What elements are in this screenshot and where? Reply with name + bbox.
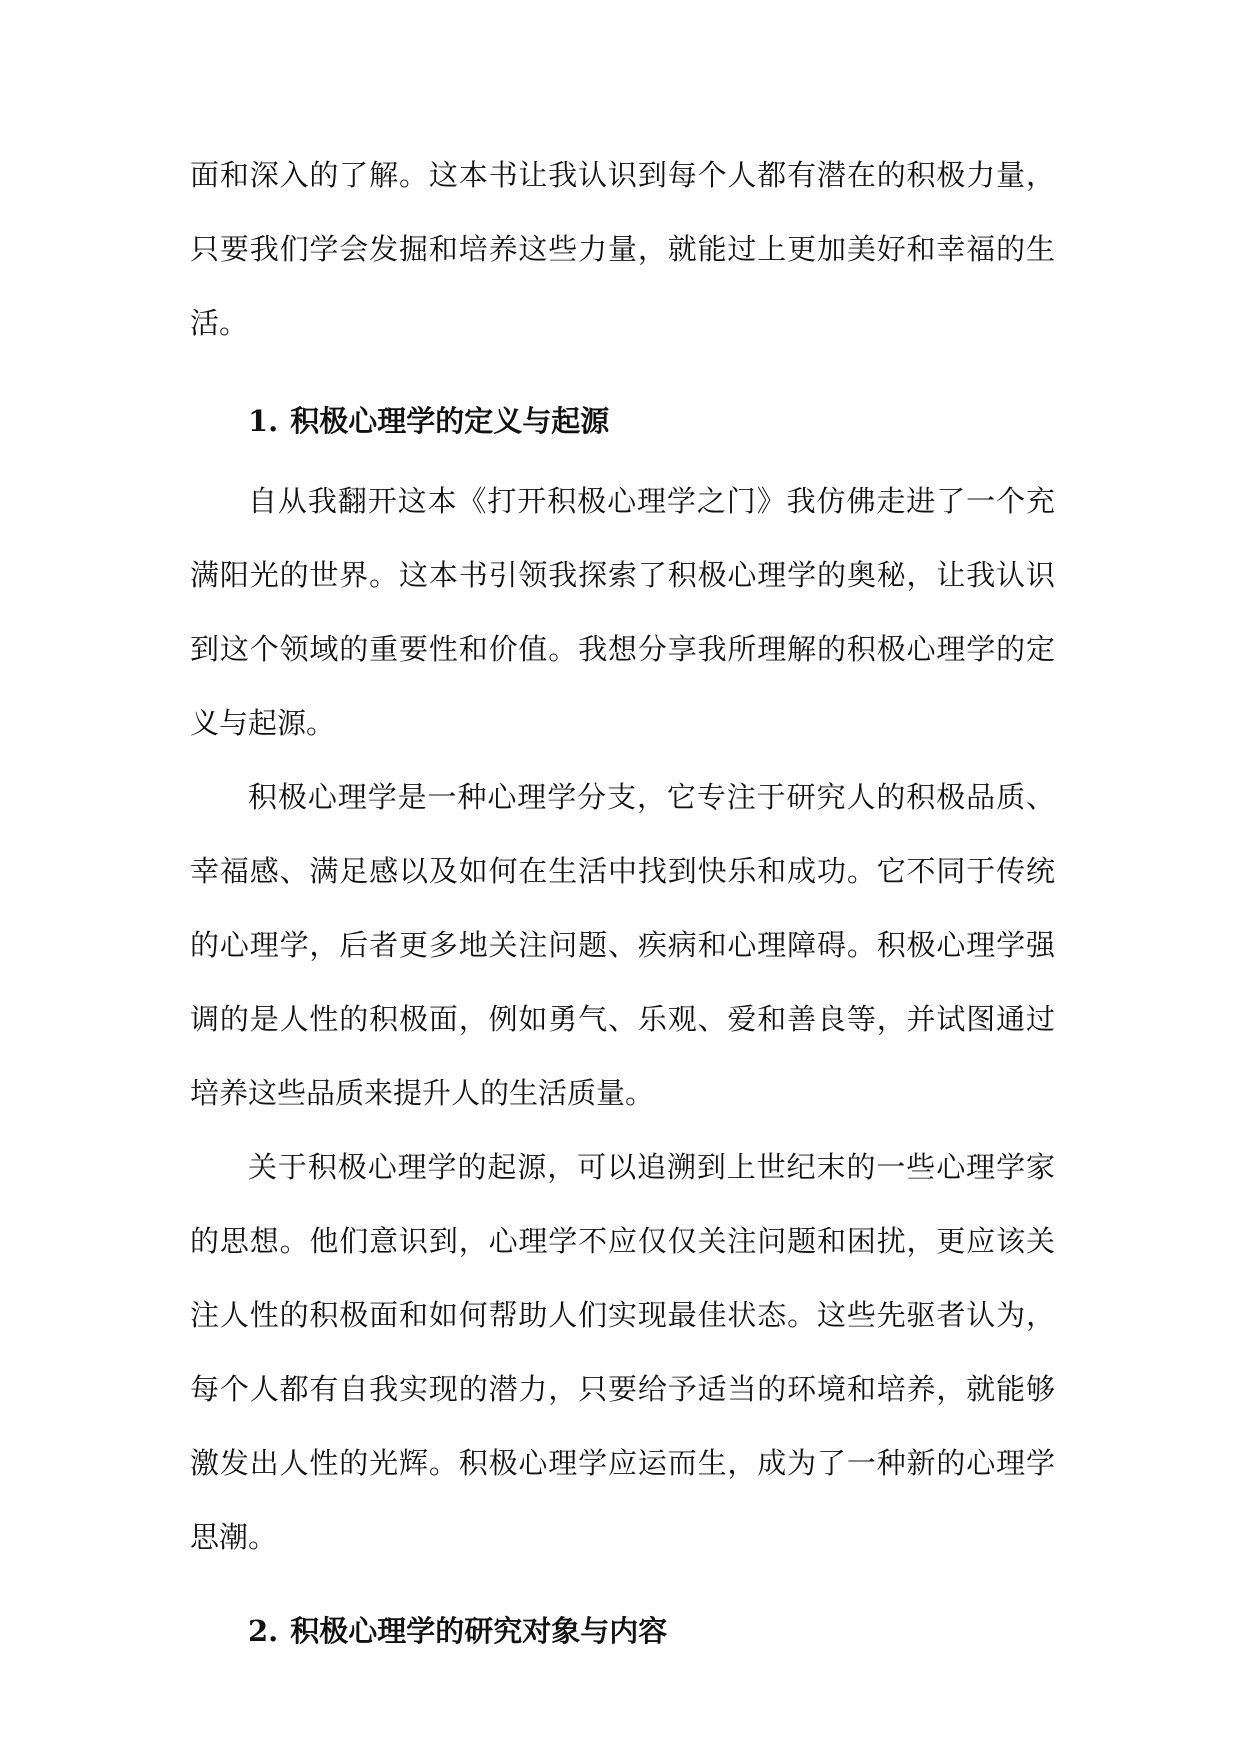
- section-1-title: 积极心理学的定义与起源: [290, 404, 610, 438]
- section-1-heading: [190, 384, 1055, 458]
- document-body: [190, 138, 1055, 1674]
- section-2-title: 积极心理学的研究对象与内容: [290, 1614, 668, 1648]
- section-2-heading: [190, 1594, 1055, 1668]
- section-1-paragraph-2: 积极心理学是一种心理学分支，它专注于研究人的积极品质、幸福感、满足感以及如何在生活中找到快乐和成功。它不同于传统的心理学，后者更多地关注问题、疾病和心理障碍。积极心理学强调的是人性的积极面，例如勇气、乐观、爱和善良等，并试图通过培养这些品质来提升人的生活质量。: [190, 780, 1055, 1110]
- intro-paragraph: 面和深入的了解。这本书让我认识到每个人都有潜在的积极力量，只要我们学会发掘和培养这些力量，就能过上更加美好和幸福的生活。: [190, 158, 1055, 340]
- section-1-paragraph-1: 自从我翻开这本《打开积极心理学之门》我仿佛走进了一个充满阳光的世界。这本书引领我探索了积极心理学的奥秘，让我认识到这个领域的重要性和价值。我想分享我所理解的积极心理学的定义与起源。: [190, 484, 1055, 740]
- section-1-number: 1.: [248, 404, 279, 438]
- section-2-number: 2.: [248, 1614, 279, 1648]
- section-1-paragraph-3: 关于积极心理学的起源，可以追溯到上世纪末的一些心理学家的思想。他们意识到，心理学不应仅仅关注问题和困扰，更应该关注人性的积极面和如何帮助人们实现最佳状态。这些先驱者认为，每个人都有自我实现的潜力，只要给予适当的环境和培养，就能够激发出人性的光辉。积极心理学应运而生，成为了一种新的心理学思潮。: [190, 1150, 1055, 1554]
